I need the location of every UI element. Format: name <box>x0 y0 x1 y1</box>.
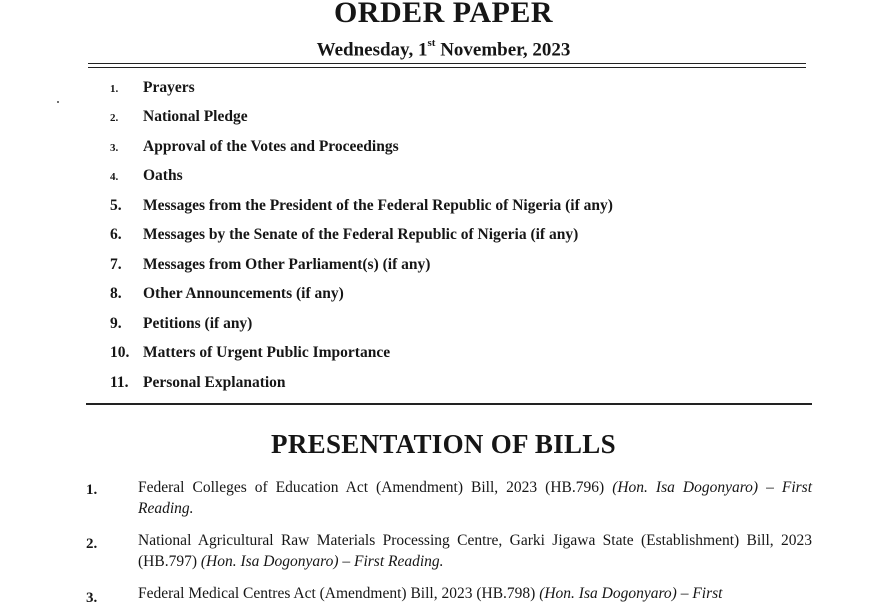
agenda-item <box>110 166 183 186</box>
section-divider <box>86 403 812 405</box>
agenda-item <box>110 255 430 275</box>
agenda-item-number: 5. <box>110 197 122 214</box>
agenda-item-number: 1. <box>110 83 119 95</box>
agenda-item-label: Prayers <box>143 79 195 96</box>
date-suffix: November, 2023 <box>435 39 571 61</box>
agenda-item-label: National Pledge <box>143 108 248 125</box>
agenda-item-label: Messages by the Senate of the Federal Republic of Nigeria (if any) <box>143 226 579 243</box>
bill-sponsor: (Hon. Isa Dogonyaro) – First <box>539 585 723 602</box>
order-date <box>0 34 887 61</box>
agenda-item <box>110 78 195 98</box>
agenda-item <box>110 314 252 334</box>
agenda-item-number: 3. <box>110 142 119 154</box>
agenda-item-label: Messages from the President of the Federal Republic of Nigeria (if any) <box>143 197 613 214</box>
bill-entry <box>138 583 812 604</box>
agenda-item-label: Personal Explanation <box>143 374 286 391</box>
header-double-rule <box>88 63 806 68</box>
agenda-item-label: Oaths <box>143 167 183 184</box>
date-prefix: Wednesday, 1 <box>316 39 428 61</box>
bill-text: Federal Medical Centres Act (Amendment) Bill, 2023 (HB.798) <box>138 585 540 602</box>
bill-entry <box>138 477 812 519</box>
agenda-item-label: Other Announcements (if any) <box>143 285 344 302</box>
date-ordinal: st <box>427 37 436 49</box>
bill-sponsor: (Hon. Isa Dogonyaro) – First Reading. <box>138 479 813 517</box>
bill-text: Federal Colleges of Education Act (Amendment) Bill, 2023 (HB.796) <box>138 479 613 496</box>
agenda-item-number: 2. <box>110 112 119 124</box>
bill-number: 1. <box>86 482 98 498</box>
agenda-item-label: Petitions (if any) <box>143 315 253 332</box>
agenda-item <box>110 225 578 245</box>
agenda-item <box>110 196 613 216</box>
page-title: ORDER PAPER <box>333 0 554 29</box>
section-heading: PRESENTATION OF BILLS <box>271 429 616 459</box>
agenda-item-number: 11. <box>110 374 129 391</box>
agenda-item <box>110 373 286 393</box>
agenda-item <box>110 284 344 304</box>
agenda-item-number: 4. <box>110 171 119 183</box>
agenda-item <box>110 107 248 127</box>
agenda-item-number: 9. <box>110 315 122 332</box>
agenda-item-label: Messages from Other Parliament(s) (if any) <box>143 256 431 273</box>
scan-speck <box>57 101 59 103</box>
bill-number: 3. <box>86 590 98 606</box>
bill-number: 2. <box>86 536 98 552</box>
agenda-item-number: 10. <box>110 344 130 361</box>
bill-text: National Agricultural Raw Materials Processing Centre, Garki Jigawa State (Establishment) Bill, 2023 (HB.797) <box>138 532 812 570</box>
bill-entry <box>138 530 812 572</box>
agenda-item-number: 7. <box>110 256 122 273</box>
agenda-item-label: Matters of Urgent Public Importance <box>143 344 391 361</box>
agenda-item <box>110 343 390 363</box>
agenda-item-number: 6. <box>110 226 122 243</box>
bill-sponsor: (Hon. Isa Dogonyaro) – First Reading. <box>200 553 444 570</box>
agenda-item <box>110 137 399 157</box>
agenda-item-number: 8. <box>110 285 122 302</box>
agenda-item-label: Approval of the Votes and Proceedings <box>143 138 399 155</box>
